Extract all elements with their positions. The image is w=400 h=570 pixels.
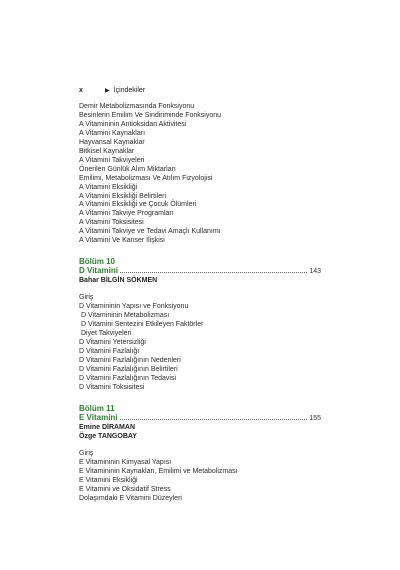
toc-entry[interactable]: E Vitamininin Kimyasal Yapısı (79, 458, 172, 466)
toc-entry[interactable]: A Vitamini Takviyeleri (79, 156, 145, 164)
chapter-label: Bölüm 10 (79, 257, 116, 267)
toc-entry[interactable]: Önerilen Günlük Alım Miktarları (79, 165, 176, 173)
chapter-11 (79, 404, 321, 504)
page-header (79, 87, 145, 94)
dot-leader (120, 418, 308, 420)
toc-entry[interactable]: D Vitamini Fazlalığının Belirtileri (79, 365, 178, 373)
toc-entry[interactable]: D Vitamini Yetersizliği (79, 339, 146, 347)
toc-entry[interactable]: A Vitamininin Antioksidan Aktivitesi (79, 120, 187, 128)
toc-entry[interactable]: Bitkisel Kaynaklar (79, 147, 135, 155)
chapter-title-row[interactable] (79, 266, 321, 276)
chapter-title-row[interactable] (79, 413, 321, 423)
chapter-author: Bahar BİLGİN SÖKMEN (79, 277, 158, 285)
toc-entry[interactable]: Besinlerin Emilim Ve Sindiriminde Fonksiyonu (79, 111, 222, 119)
toc-entry[interactable]: A Vitamini Eksikliği (79, 183, 138, 191)
toc-entry[interactable]: Diyet Takviyeleri (81, 330, 132, 338)
toc-entry[interactable]: A Vitamini Toksisitesi (79, 219, 144, 227)
toc-entry[interactable]: E Vitamininin Kaynakları, Emilimi ve Metabolizması (79, 467, 238, 475)
chapter-author: Özge TANGOBAY (79, 432, 137, 440)
toc-entry[interactable]: Demir Metabolizmasında Fonksiyonu (79, 103, 195, 110)
toc-entry[interactable]: D Vitamininin Yapısı ve Fonksiyonu (79, 303, 189, 311)
toc-entry[interactable]: E Vitamini ve Oksidatif Stress (79, 485, 171, 493)
chapter-title: D Vitamini (79, 266, 118, 276)
toc-entry[interactable]: Giriş (79, 294, 94, 302)
toc-entry[interactable]: A Vitamini Takviye Programları (79, 210, 174, 218)
toc-entry[interactable]: Giriş (79, 449, 94, 457)
toc-entry[interactable]: D Vitamininin Metabolizması (81, 312, 170, 320)
toc-entry[interactable]: Emilimi, Metabolizması Ve Atılım Fizyolojisi (79, 174, 213, 182)
toc-entry[interactable]: A Vitamini Eksikliği Belirtileri (79, 192, 167, 200)
toc-entry[interactable]: D Vitamini Fazlalığı (79, 347, 140, 355)
chapter-title: E Vitamini (79, 412, 118, 422)
chapter-author: Emine DİRAMAN (79, 423, 136, 431)
toc-entry[interactable]: A Vitamini Kaynakları (79, 129, 146, 137)
toc-entry[interactable]: E Vitamini Eksikliği (79, 476, 138, 484)
toc-entry[interactable]: D Vitamini Fazlalığının Nedenleri (79, 356, 181, 364)
chapter-label: Bölüm 11 (79, 403, 115, 413)
toc-entry[interactable]: D Vitamini Fazlalığının Tedavisi (79, 374, 177, 382)
toc-entry[interactable]: A Vitamini Ve Kanser İlişkisi (79, 237, 165, 245)
triangle-right-icon: ▶ (105, 88, 110, 94)
dot-leader (120, 271, 307, 273)
toc-entry[interactable]: Hayvansal Kaynaklar (79, 138, 145, 146)
header-title: İçindekiler (113, 87, 146, 94)
page-number: x (79, 87, 83, 94)
toc-content (79, 103, 321, 503)
toc-entry[interactable]: A Vitamini Eksikliği ve Çocuk Ölümleri (79, 201, 197, 209)
toc-entry[interactable]: Dolaşımdaki E Vitamini Düzeyleri (79, 494, 182, 502)
chapter-10 (79, 257, 321, 392)
toc-entry[interactable]: D Vitamini Sentezini Etkileyen Faktörler (81, 321, 204, 329)
chapter-page-number: 143 (309, 268, 321, 276)
chapter-page-number: 155 (309, 414, 321, 422)
section-before-list (79, 103, 321, 246)
toc-entry[interactable]: D Vitamini Toksisitesi (79, 383, 145, 391)
toc-entry[interactable]: A Vitamini Takviye ve Tedavi Amaçlı Kullanımı (79, 228, 221, 236)
